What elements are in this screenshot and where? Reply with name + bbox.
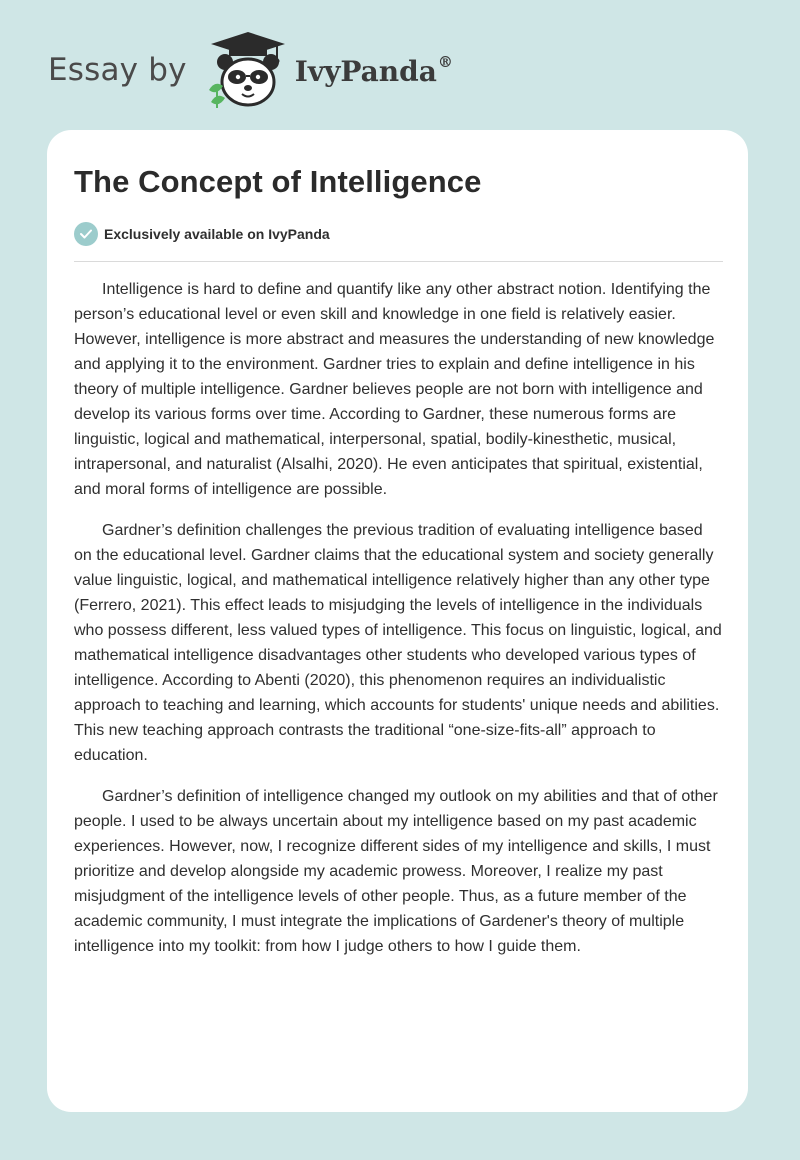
brand-name-text: IvyPanda [294, 54, 437, 88]
paragraph: Gardner’s definition of intelligence changed my outlook on my abilities and that of other people. I used to be always uncertain about my intelligence based on my past academic experiences. However, now, I recognize different sides of my intelligence and skills, I must prioritize and develop alongside my academic prowess. Moreover, I realize my past misjudgment of the intelligence levels of other people. Thus, as a future member of the academic community, I must integrate the implications of Gardener's theory of multiple intelligence into my toolkit: from how I judge others to how I guide them. [74, 788, 718, 955]
essay-title: The Concept of Intelligence [74, 164, 482, 199]
availability-badge [74, 222, 330, 246]
site-header [48, 30, 453, 110]
paragraph: Gardner’s definition challenges the previous tradition of evaluating intelligence based on the educational level. Gardner claims that the educational system and society generally value linguistic, logical, and mathematical intelligence relatively higher than any other type (Ferrero, 2021). This effect leads to misjudging the levels of intelligence in the individuals who possess different, less valued types of intelligence. This focus on linguistic, logical, and mathematical intelligence disadvantages other students who developed various types of intelligence. According to Abenti (2020), this phenomenon requires an individualistic approach to teaching and learning, which accounts for students' unique needs and abilities. This new teaching approach contrasts the traditional “one-size-fits-all” approach to education. [74, 522, 722, 764]
paragraph: Intelligence is hard to define and quantify like any other abstract notion. Identifying the person’s educational level or even skill and knowledge in one field is relatively easier. However, intelligence is more abstract and measures the understanding of new knowledge and applying it to the environment. Gardner tries to explain and define intelligence in his theory of multiple intelligence. Gardner believes people are not born with intelligence and develop its various forms over time. According to Gardner, these numerous forms are linguistic, logical and mathematical, interpersonal, spatial, bodily-kinesthetic, musical, intrapersonal, and naturalist (Alsalhi, 2020). He even anticipates that spiritual, existential, and moral forms of intelligence are possible. [74, 281, 715, 498]
availability-text: Exclusively available on IvyPanda [104, 226, 330, 242]
essay-by-label: Essay by [48, 52, 187, 88]
essay-body [74, 277, 724, 975]
panda-graduate-icon[interactable] [205, 30, 291, 110]
divider [74, 261, 723, 262]
check-icon [74, 222, 98, 246]
brand-name[interactable] [295, 53, 453, 88]
essay-card [47, 130, 748, 1112]
registered-mark: ® [437, 52, 453, 71]
